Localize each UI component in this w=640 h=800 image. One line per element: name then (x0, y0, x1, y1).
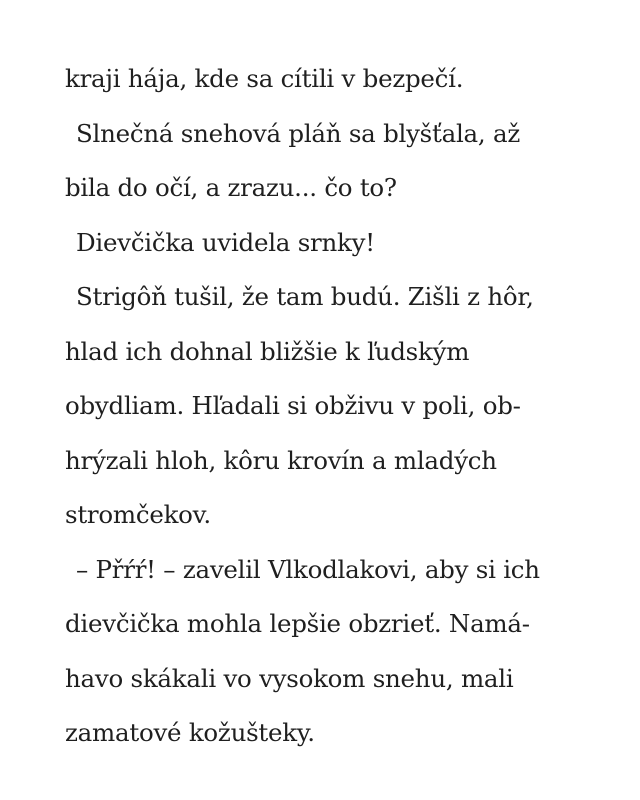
text-line-9: stromčekov. (65, 500, 211, 529)
text-line-1: kraji hája, kde sa cítili v bezpečí. (65, 64, 464, 93)
text-line-3: bila do očí, a zrazu... čo to? (65, 173, 397, 202)
text-line-11: dievčička mohla lepšie obzrieť. Namá- (65, 609, 530, 638)
text-line-5: Strigôň tušil, že tam budú. Zišli z hôr, (76, 282, 534, 311)
text-line-12: havo skákali vo vysokom snehu, mali (65, 663, 514, 693)
text-line-2: Slnečná snehová pláň sa blyšťala, až (76, 118, 520, 148)
text-line-10: – Přŕŕ! – zavelil Vlkodlakovi, aby si ich (76, 554, 540, 584)
text-line-8: hrýzali hloh, kôru krovín a mladých (65, 445, 497, 475)
text-column (65, 52, 582, 761)
text-line-4: Dievčička uvidela srnky! (76, 227, 375, 257)
text-line-7: obydliam. Hľadali si obživu v poli, ob- (65, 391, 521, 420)
text-line-13: zamatové kožušteky. (65, 718, 315, 747)
text-line-6: hlad ich dohnal bližšie k ľudským (65, 336, 470, 366)
